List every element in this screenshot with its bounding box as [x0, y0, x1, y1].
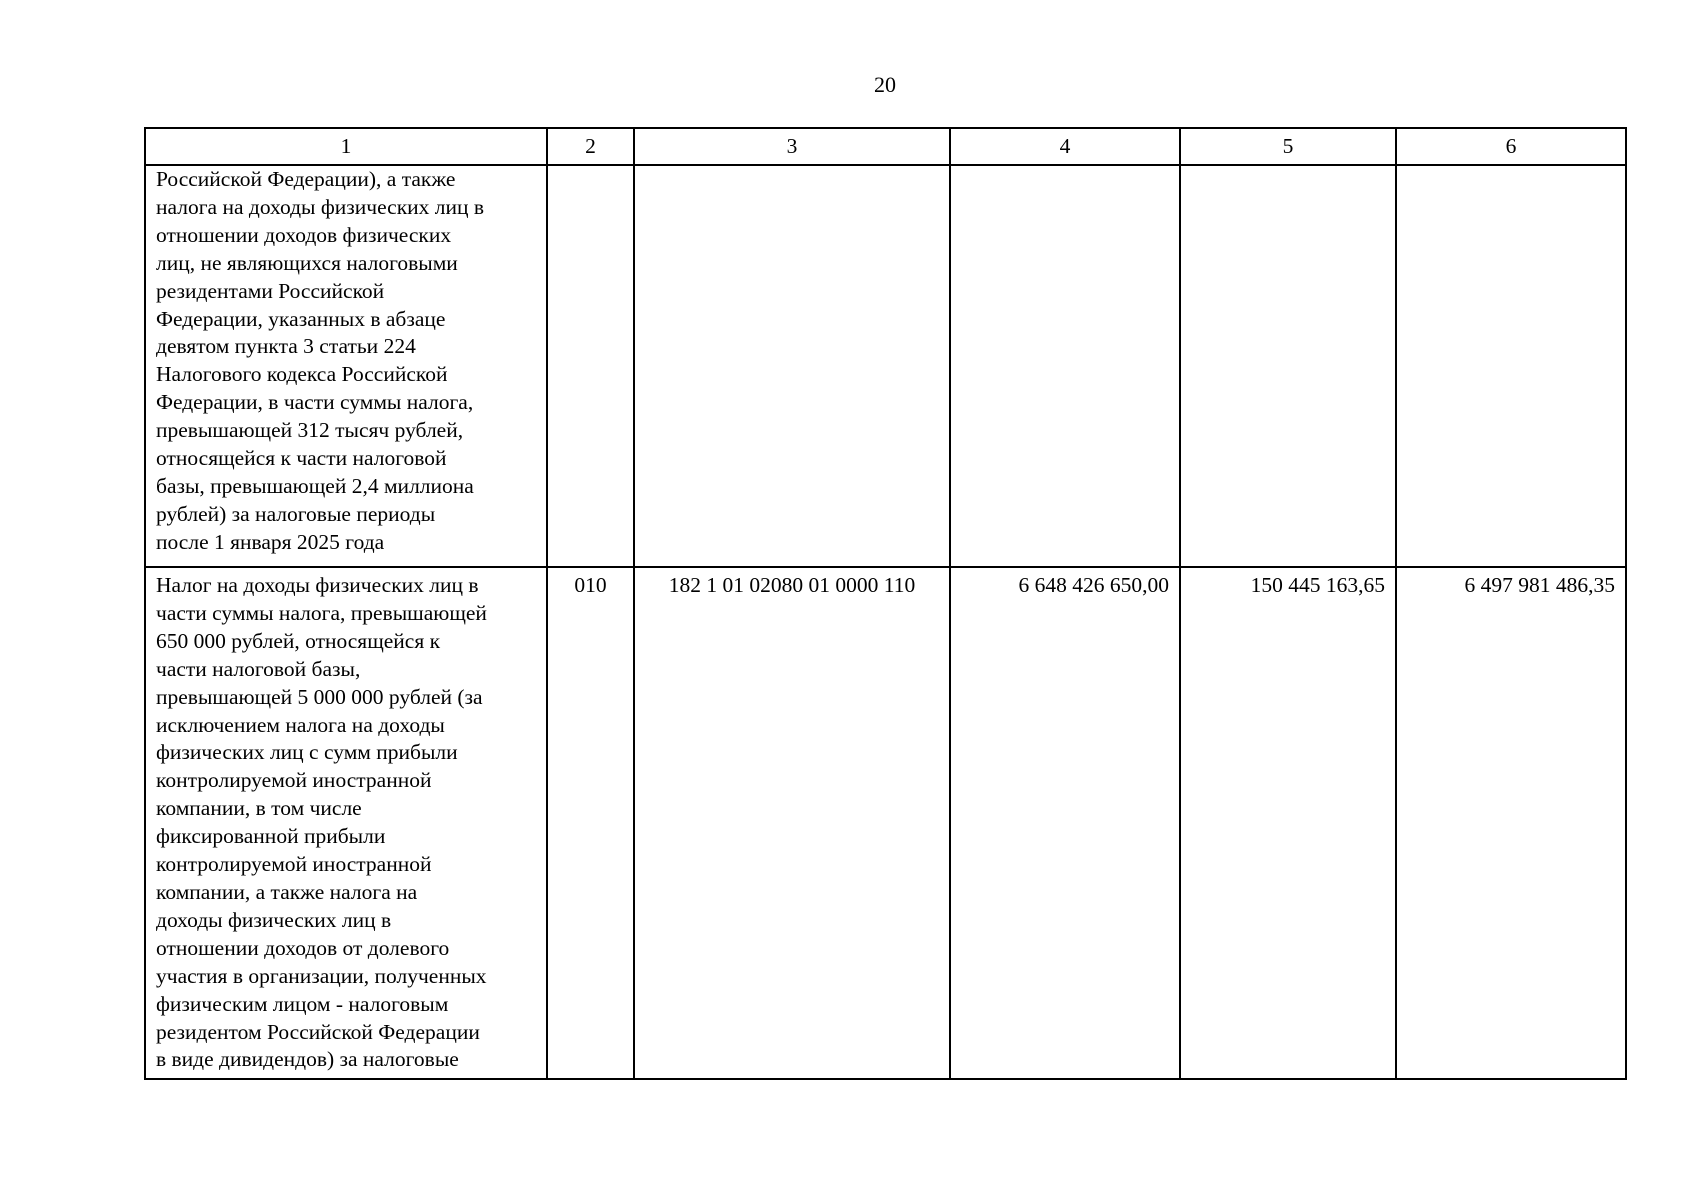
row-kbk-code: [634, 165, 950, 567]
description-line: в виде дивидендов) за налоговые: [156, 1047, 459, 1072]
header-col-3: 3: [634, 128, 950, 165]
description-line: Налог на доходы физических лиц в: [156, 573, 479, 597]
description-line: физических лиц с сумм прибыли: [156, 740, 458, 765]
description-line: отношении доходов от долевого: [156, 935, 450, 960]
description-line: относящейся к части налоговой: [156, 446, 447, 471]
header-col-2: 2: [547, 128, 634, 165]
row-col4-value: 6 648 426 650,00: [950, 567, 1180, 1079]
header-row: [145, 128, 1626, 165]
description-line: фиксированной прибыли: [156, 824, 386, 849]
header-col-6: 6: [1396, 128, 1626, 165]
page-number: 20: [874, 72, 896, 97]
description-line: компании, а также налога на: [156, 879, 418, 904]
description-line: отношении доходов физических: [156, 222, 452, 247]
description-line: Российской Федерации), а также: [156, 167, 456, 191]
description-line: девятом пункта 3 статьи 224: [156, 334, 416, 359]
row-description: [145, 165, 547, 567]
description-line: контролируемой иностранной: [156, 852, 432, 877]
table-row: [145, 165, 1626, 567]
description-line: участия в организации, полученных: [156, 963, 487, 988]
row-col6-value: [1396, 165, 1626, 567]
row-col5-value: 150 445 163,65: [1180, 567, 1396, 1079]
header-col-4: 4: [950, 128, 1180, 165]
header-col-1: 1: [145, 128, 547, 165]
description-line: налога на доходы физических лиц в: [156, 194, 485, 219]
row-col4-value: [950, 165, 1180, 567]
header-col-5: 5: [1180, 128, 1396, 165]
description-line: компании, в том числе: [156, 796, 362, 821]
description-line: резидентами Российской: [156, 278, 385, 303]
description-line: физическим лицом - налоговым: [156, 991, 449, 1016]
description-line: после 1 января 2025 года: [156, 529, 385, 554]
description-line: Федерации, указанных в абзаце: [156, 306, 446, 331]
description-line: резидентом Российской Федерации: [156, 1019, 480, 1044]
description-line: Налогового кодекса Российской: [156, 362, 448, 387]
report-table: [144, 127, 1627, 1080]
description-line: контролируемой иностранной: [156, 768, 432, 793]
description-line: части суммы налога, превышающей: [156, 600, 487, 625]
description-line: базы, превышающей 2,4 миллиона: [156, 473, 474, 498]
row-col5-value: [1180, 165, 1396, 567]
row-kbk-code: 182 1 01 02080 01 0000 110: [634, 567, 950, 1079]
description-line: части налоговой базы,: [156, 656, 361, 681]
description-line: превышающей 312 тысяч рублей,: [156, 418, 464, 443]
description-line: доходы физических лиц в: [156, 907, 392, 932]
description-line: Федерации, в части суммы налога,: [156, 390, 474, 415]
description-line: 650 000 рублей, относящейся к: [156, 628, 441, 653]
row-line-code: 010: [547, 567, 634, 1079]
row-description: [145, 567, 547, 1079]
description-line: лиц, не являющихся налоговыми: [156, 250, 458, 275]
row-line-code: [547, 165, 634, 567]
description-line: исключением налога на доходы: [156, 712, 445, 737]
row-col6-value: 6 497 981 486,35: [1396, 567, 1626, 1079]
table-row: [145, 567, 1626, 1079]
description-line: превышающей 5 000 000 рублей (за: [156, 684, 483, 709]
description-line: рублей) за налоговые периоды: [156, 501, 436, 526]
